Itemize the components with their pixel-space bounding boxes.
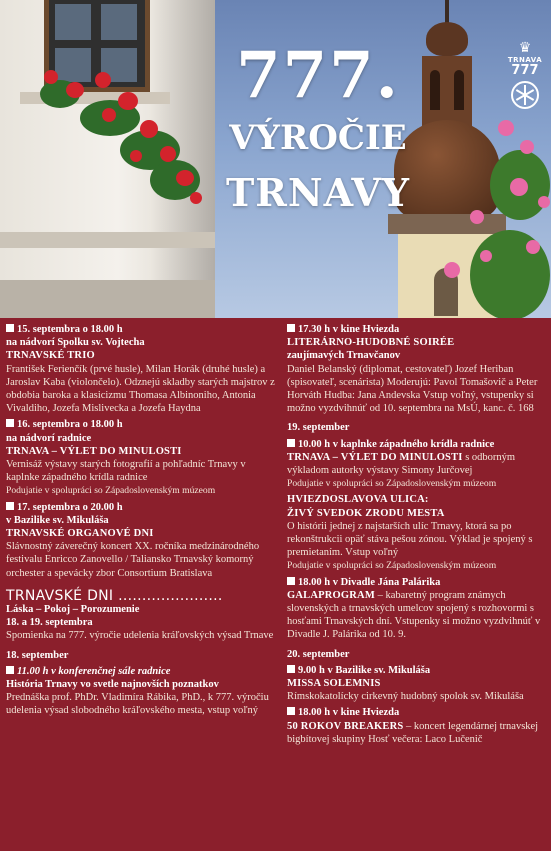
event: 17. septembra o 20.00 h v Bazilike sv. Mikuláša TRNAVSKÉ ORGANOVÉ DNI Slávnostný záverečný koncert XX. ročníka medzinárodného festivalu Enricco Zanovello / Taliansko Trnavský komorný orchester a spevácky zbor Consortium Bratislava (6, 501, 260, 579)
section-heading: TRNAVSKÉ DNI ...................... (6, 587, 223, 604)
bullet-icon (6, 502, 14, 510)
bullet-icon (287, 324, 295, 332)
dates: 18. a 19. septembra (6, 617, 93, 629)
right-column (287, 320, 549, 746)
title-line1: VÝROČIE (229, 118, 407, 158)
bullet-icon (6, 419, 14, 427)
event: 17.30 h v kine Hviezda LITERÁRNO-HUDOBNÉ SOIRÉE zaujímavých Trnavčanov Daniel Belanský (diplomat, cestovateľ) Jozef Heriban (spisovateľ, scenárista) Moderujú: Pavol Tomašovič a Peter Horváth Hudba: Jana Andevska Vstup voľný, vstupenky si možno vyzdvihnúť od 10. septembra na MsÚ, kanc. č. 168 (287, 324, 538, 415)
event: HVIEZDOSLAVOVA ULICA: ŽIVÝ SVEDOK ZRODU MESTA O histórii jednej z najstarších ulíc Trnavy, ktorá sa po rekonštrukcii opäť stáva pešou zónou. Výklad je spojený s premietaním. Vstup voľný Podujatie v spolupráci so Západoslovenským múzeom (287, 494, 533, 572)
crown-icon: ♛ (518, 41, 532, 56)
day-heading: 20. september (287, 648, 350, 660)
day-heading: 18. september (6, 649, 69, 661)
wheel-icon (511, 81, 539, 109)
motto: Láska – Pokoj – Porozumenie (6, 604, 140, 616)
event: 16. septembra o 18.00 h na nádvorí radnice TRNAVA – VÝLET DO MINULOSTI Vernisáž výstavy starých fotografií a pohľadníc Trnavy v kaplnke západného krídla radnice Podujatie v spolupráci so Západoslovenským múzeom (6, 419, 246, 497)
event: 18.00 h v Divadle Jána Palárika GALAPROGRAM – kabaretný program známych slovenských a trnavských umelcov spojený s rozhovormi s hosťami Trnavských dní. Vstupenky si možno vyzdvihnúť v Divadle J. Palárika od 10. 9. (287, 576, 541, 641)
header-photo (0, 0, 551, 318)
event: 18.00 h v kine Hviezda 50 ROKOV BREAKERS – koncert legendárnej trnavskej bigbítovej skupiny Hosť večera: Laco Lučenič (287, 707, 539, 745)
logo-city: TRNAVA (507, 56, 543, 64)
event: 9.00 h v Bazilike sv. Mikuláša MISSA SOLEMNIS Rímskokatolícky cirkevný hudobný spolok sv. Mikuláša (287, 664, 524, 703)
event: 11.00 h v konferenčnej sále radnice História Trnavy vo svetle najnovších poznatkov Prednáška prof. PhDr. Vladimíra Rábika, PhD., k 777. výročiu udelenia výsad slobodného kráľovského mesta, vstup voľný (6, 665, 269, 717)
bullet-icon (287, 665, 295, 673)
title-number: 777. (236, 38, 400, 113)
day-heading: 19. september (287, 422, 350, 434)
bullet-icon (287, 439, 295, 447)
bullet-icon (6, 324, 14, 332)
event: 10.00 h v kaplnke západného krídla radnice TRNAVA – VÝLET DO MINULOSTI s odborným výkladom autorky výstavy Simony Jurčovej Podujatie v spolupráci so Západoslovenským múzeom (287, 438, 516, 490)
logo-number: 777 (511, 63, 539, 78)
bullet-icon (287, 577, 295, 585)
event: 15. septembra o 18.00 h na nádvorí Spolku sv. Vojtecha TRNAVSKÉ TRIO František Ferienčík (prvé husle), Milan Horák (druhé husle) a Jaroslav Kaba (violončelo). Odznejú skladby starých majstrov z obdobia baroka a klasicizmu Thomasa Albinoniho, Antonia Vivaldiho, Jozefa Mislivecka a Jozefa Haydna (6, 324, 275, 415)
trnava-logo (505, 42, 545, 109)
bullet-icon (6, 666, 14, 674)
left-column: 15. septembra o 18.00 h na nádvorí Spolku sv. Vojtecha TRNAVSKÉ TRIO František Ferienčík (prvé husle), Milan Horák (druhé husle) a Jaroslav Kaba (violončelo). Odznejú skladby starých majstrov z obdobia baroka a klasicizmu Thomasa Albinoniho, Antonia Vivaldiho, Jozefa Mislivecka a Jozefa Haydna 16. septembra o 18.00 h na nádvorí radnice TRNAVA – VÝLET DO MINULOSTI Vernisáž výstavy starých fotografií a pohľadníc Trnavy v kaplnke západného krídla radnice Podujatie v spolupráci so Západoslovenským múzeom 17. septembra o 20.00 h v Bazilike sv. Mikuláša TRNAVSKÉ ORGANOVÉ DNI Slávnostný záverečný koncert XX. ročníka medzinárodného festivalu Enricco Zanovello / Taliansko Trnavský komorný orchester a spevácky zbor Consortium Bratislava TRNAVSKÉ DNI ...................... Láska – Pokoj – Porozumenie 18. a 19. septembra Spomienka na 777. výročie udelenia kráľovských výsad Trnave 18. september 11.00 h v konferenčnej sále radnice História Trnavy vo svetle najnovších poznatkov Prednáška prof. PhDr. Vladimíra Rábika, PhD., k 777. výročiu udelenia výsad slobodného kráľovského mesta, vstup voľný (6, 324, 275, 717)
title-line2: TRNAVY (226, 170, 410, 215)
bullet-icon (287, 707, 295, 715)
